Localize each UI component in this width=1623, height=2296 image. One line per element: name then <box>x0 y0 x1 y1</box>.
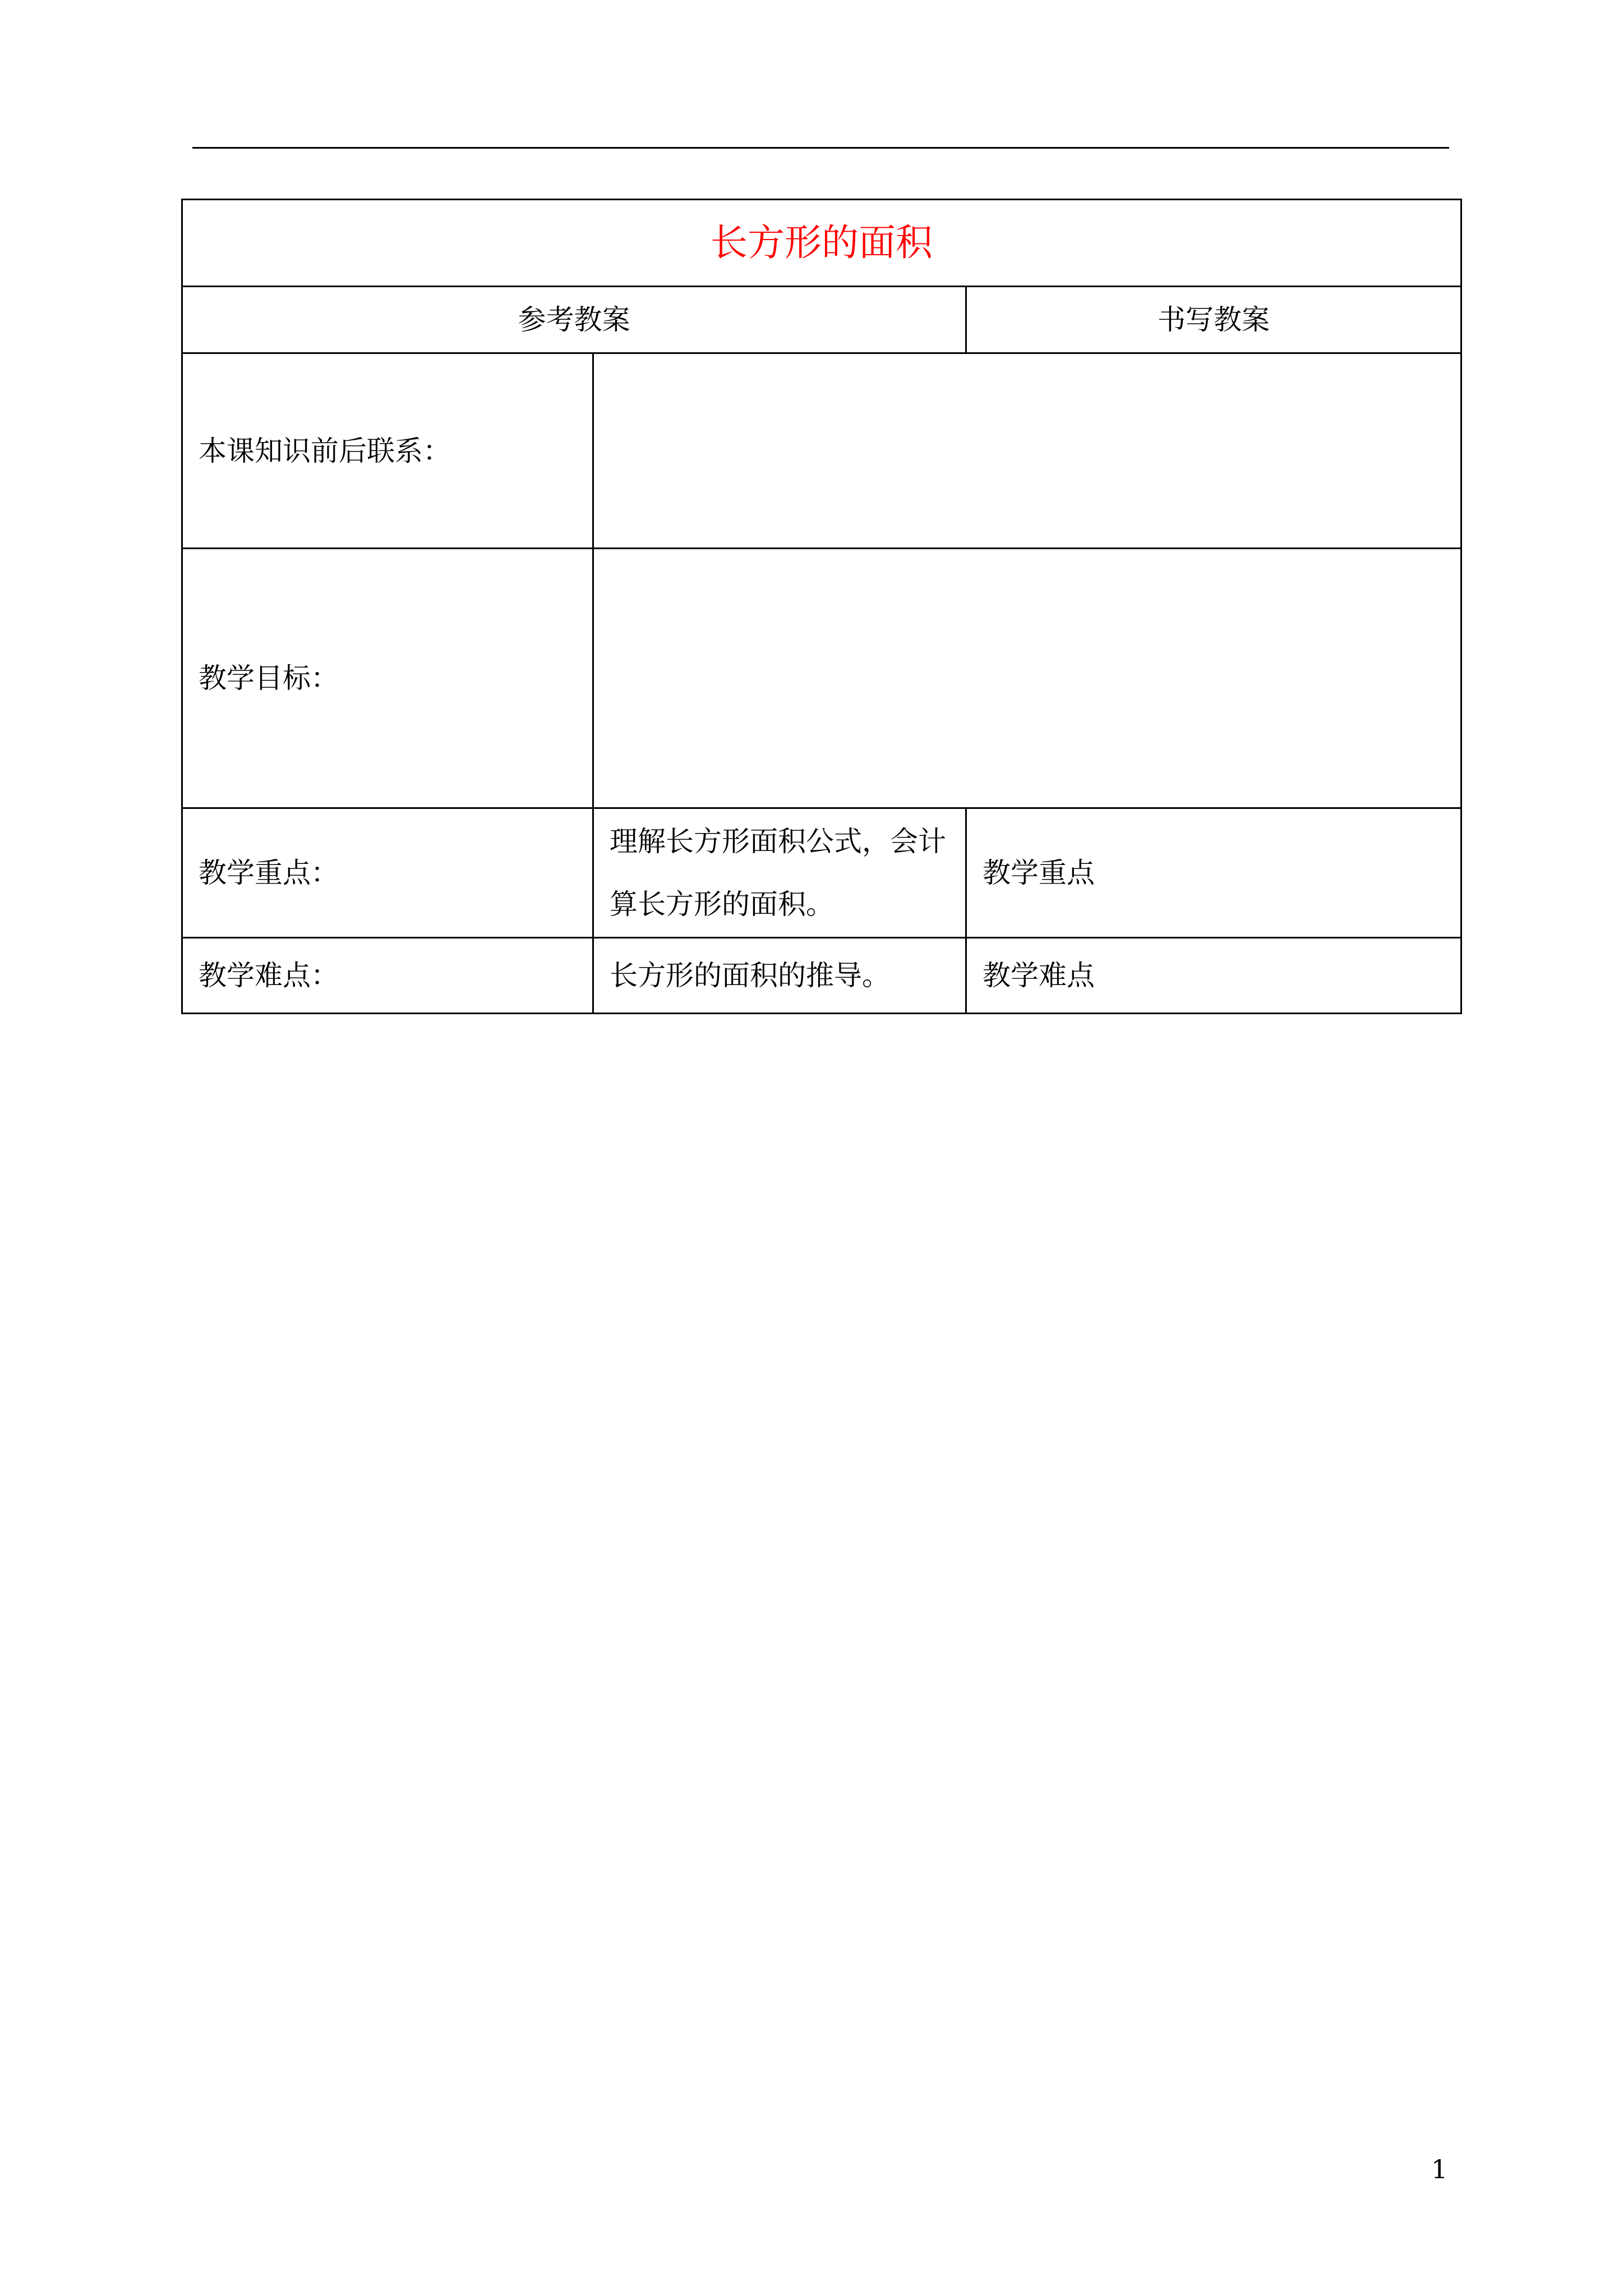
difficult-point-row <box>182 938 1461 1014</box>
knowledge-row <box>182 353 1461 549</box>
header-rule <box>192 147 1449 149</box>
goal-label: 教学目标： <box>182 549 593 808</box>
goal-content <box>593 549 1461 808</box>
written-plan-header: 书写教案 <box>966 287 1461 353</box>
key-point-label: 教学重点： <box>182 808 593 938</box>
title-row <box>182 200 1461 287</box>
key-point-written: 教学重点 <box>966 808 1461 938</box>
lesson-plan-table <box>181 199 1462 1014</box>
difficult-point-written: 教学难点 <box>966 938 1461 1014</box>
key-point-row <box>182 808 1461 938</box>
knowledge-content <box>593 353 1461 549</box>
knowledge-label: 本课知识前后联系： <box>182 353 593 549</box>
page-title: 长方形的面积 <box>182 200 1461 287</box>
column-header-row <box>182 287 1461 353</box>
difficult-point-content: 长方形的面积的推导。 <box>593 938 966 1014</box>
difficult-point-label: 教学难点： <box>182 938 593 1014</box>
key-point-content: 理解长方形面积公式，会计算长方形的面积。 <box>593 808 966 938</box>
reference-plan-header: 参考教案 <box>182 287 966 353</box>
goal-row <box>182 549 1461 808</box>
page-number: 1 <box>1431 2154 1448 2184</box>
